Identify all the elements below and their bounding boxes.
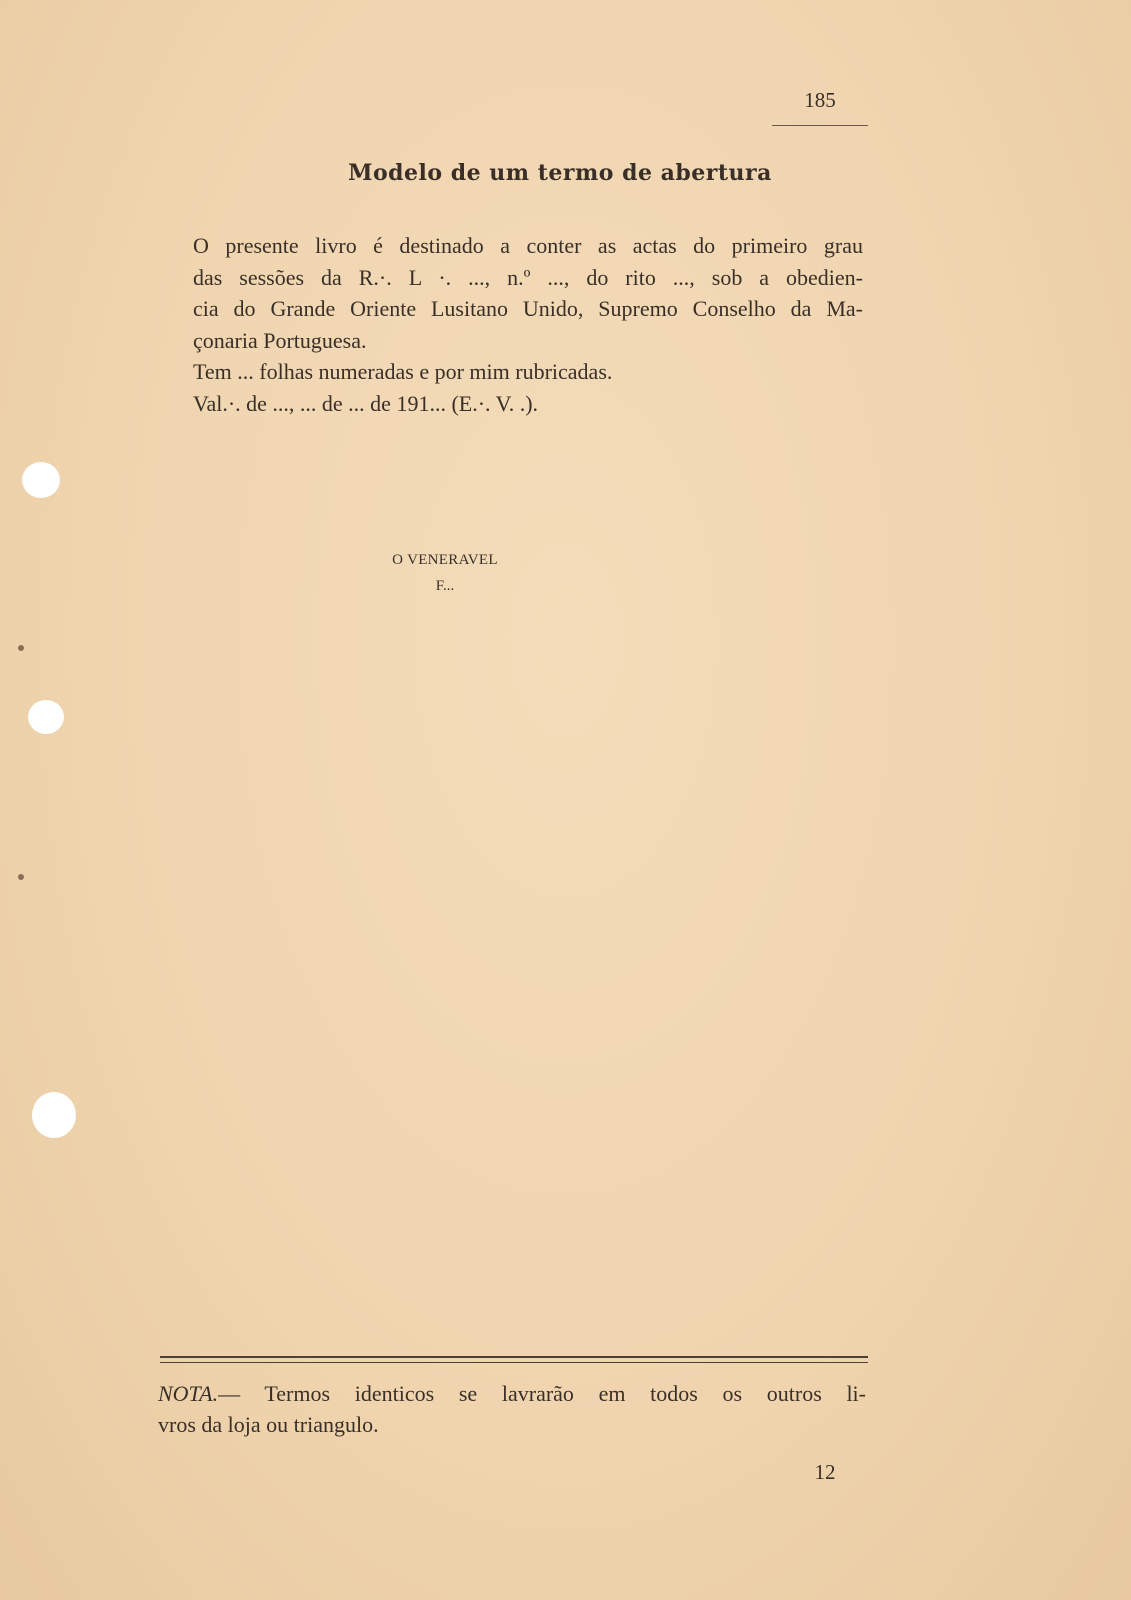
binding-hole (28, 700, 64, 734)
footnote-line: vros da loja ou triangulo. (158, 1412, 379, 1437)
footnote (158, 1378, 866, 1440)
text-line: cia do Grande Oriente Lusitano Unido, Supremo Conselho da Ma- (193, 296, 863, 321)
paragraph-2 (193, 356, 863, 388)
note-divider-top (160, 1356, 868, 1358)
page-title: Modelo de um termo de abertura (348, 160, 772, 186)
body-text (193, 230, 863, 419)
text-line: Val.·. de ..., ... de ... de 191... (E.·. V. .). (193, 390, 539, 416)
paragraph-3 (193, 388, 863, 420)
page-number: 185 (804, 88, 836, 112)
footnote-label: NOTA. (158, 1381, 219, 1406)
note-divider-bottom (160, 1362, 868, 1363)
signature-title: O VENERAVEL (392, 552, 498, 568)
text-line: çonaria Portuguesa. (193, 327, 367, 353)
ink-spot (18, 645, 24, 651)
signature-name: F... (435, 578, 455, 594)
binding-hole (22, 462, 60, 498)
paragraph-1 (193, 230, 863, 356)
text-line: Tem ... folhas numeradas e por mim rubricadas. (193, 359, 613, 384)
footnote-line (158, 1378, 866, 1409)
ink-spot (18, 874, 24, 880)
folio-number: 12 (814, 1460, 836, 1484)
binding-hole (32, 1092, 76, 1138)
text-line: O presente livro é destinado a conter as actas do primeiro grau (193, 233, 863, 258)
text-line: das sessões da R.·. L ·. ..., n.º ..., do rito ..., sob a obedien- (193, 264, 863, 290)
footnote-text: — Termos identicos se lavrarão em todos os outros li- (218, 1381, 866, 1406)
page-number-rule (772, 125, 868, 126)
